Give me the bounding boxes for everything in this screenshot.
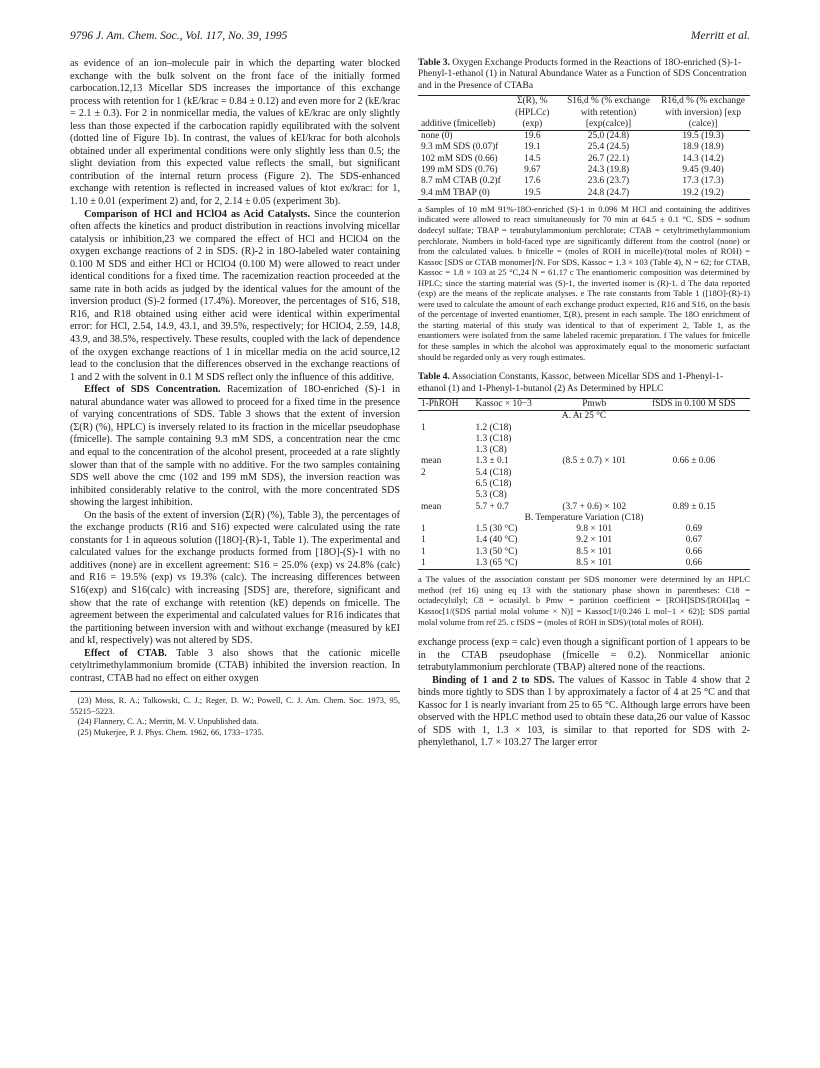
table-header: R16,d % (% exchange with inversion) [exp (calce)] [656,96,750,131]
table-cell [638,434,750,445]
body-text: Table 3 also shows that the cationic micelle cetyltrimethylammonium bromide (CTAB) inhibited the inversion reaction. In contrast, CTAB had no effect on either oxygen [70,647,400,684]
table-row [418,479,750,490]
table-cell: 9.2 × 101 [576,535,613,546]
table-cell: 25.0 (24.8) [587,131,630,142]
table-cell [551,468,638,479]
body-text: The values of Kassoc in Table 4 show that 2 binds more tightly to SDS than 1 by approximately a factor of 4 at 25 °C and that Kassoc for 1 is nearly invariant from 25 to 65 °C. Although large errors have been observed with the HPLC method used to obtain these data,26 our value of Kassoc of SDS with 1, 1.3 × 103, is similar to that reported for SDS with 2-phenylethanol, 1.7 × 103.27 The larger error [418,674,750,749]
table-cell: 25.4 (24.5) [587,142,630,153]
table-cell: 0.66 [685,546,703,557]
table-cell: 5.4 (C18) [475,467,512,478]
table-cell [638,479,750,490]
table-row [418,434,750,445]
right-body [418,637,750,750]
table-cell [551,479,638,490]
table-cell: 1 [418,558,472,570]
table-cell: 0.66 [638,558,750,570]
left-column [70,58,400,1048]
body-paragraph: exchange process (exp = calc) even though a significant portion of 1 appears to be in the CTAB pseudophase (fmicelle = 0.2). Nonmicellar anionic tetrabutylammonium perchlorate (TBAP) altered none of the reactions. [418,637,750,674]
table-cell: 19.5 (19.3) [682,131,724,142]
table-cell [418,445,472,456]
table-cell: none (0) [421,131,453,142]
table-row [418,165,750,176]
table-cell: (3.7 + 0.6) × 102 [562,501,627,512]
table-caption [418,372,750,395]
table-header: Σ(R), % (HPLCc) (exp) [504,96,561,131]
table-cell: 19.1 [524,142,541,153]
table-cell [418,479,472,490]
table-cell: (8.5 ± 0.7) × 101 [562,456,626,467]
table-cell: 1.4 (40 °C) [475,535,518,546]
table-header: fSDS in 0.100 M SDS [638,398,750,410]
table-cell: 8.7 mM CTAB (0.2)f [421,176,501,187]
table-cell: 24.8 (24.7) [561,188,656,200]
table-cell: 1 [421,422,426,433]
table-section-row [418,411,750,423]
table-footnote: a The values of the association constant per SDS monomer were determined by an HPLC method (ref 16) using eq 13 with the stationary phase shown in parentheses: C18 = octadecylsilyl; C8 = octasilyl. b Pmw = partition coefficient = [ROH]SDS/[ROH]aq = Kassoc[1/(SDS partial molal volume × N)] = Kassoc[1/(0.246 L mol−1 × 62)]; SDS partial molal volume from ref 25. c fSDS = (moles of ROH in SDS)/(total moles of ROH). [418,574,750,627]
table-section-label: B. Temperature Variation (C18) [524,512,644,523]
table-cell: 8.5 × 101 [551,558,638,570]
section-heading-acid-catalysts: Comparison of HCl and HClO4 as Acid Catalysts. [84,208,310,220]
table-cell: 14.5 [524,153,541,164]
table-cell [551,445,638,456]
table-row [418,468,750,479]
reference-item: (25) Mukerjee, P. J. Phys. Chem. 1962, 66, 1733−1735. [77,727,264,737]
table-cell: 8.5 × 101 [576,546,613,557]
table-row [418,423,750,434]
table-cell [638,490,750,501]
body-text: Since the counterion often affects the kinetics and product distribution in reactions involving micellar catalysis or inhibition,23 we compared the effect of HCl and HClO4 on the oxygen exchange reactions of 2 in SDS. (R)-2 in 18O-labeled water containing 0.100 M SDS and either HCl or HClO4 (0.100 M) were allowed to react under identical conditions for a fixed time. The racemization reaction proceeded at the same rate in both acids as judged by the identical values for the amount of the inversion product (S)-2 formed (17.4%). Moreover, the percentages of S16, S18, R16, and R18 obtained using either acid were identical within experimental error: for HCl, 2.54, 14.9, 43.1, and 39.5%, respectively; for HClO4, 2.59, 14.8, 43.9, and 38.5%, respectively. These results, coupled with the lack of dependence of the oxygen exchange reactions of 1 in micellar media on the acid source,12 lead to the conclusion that the differences observed in the exchange reactions of 1 and 2 with the solvent in 0.1 M SDS reflect only the influence of this additive. [70,208,400,383]
section-heading-binding: Binding of 1 and 2 to SDS. [432,674,555,686]
running-head [70,30,750,46]
table-cell: 9.4 mM TBAP (0) [418,188,504,200]
table-cell: 9.3 mM SDS (0.07)f [421,142,499,153]
table-caption [418,58,750,92]
table-cell: 17.6 [524,176,541,187]
table-cell [638,445,750,456]
table-cell: 0.67 [685,535,703,546]
table-header: S16,d % (% exchange with retention) [exp(calce)] [561,96,656,131]
table-caption-text: Oxygen Exchange Products formed in the Reactions of 18O-enriched (S)-1-Phenyl-1-ethanol (1) in Natural Abundance Water as a Function of SDS Concentration and in the Presence of CTABa [418,58,747,91]
table-cell: 9.8 × 101 [576,524,613,535]
table-cell: 1.5 (30 °C) [475,524,518,535]
table-cell: 23.6 (23.7) [587,176,630,187]
table-cell: 1 [421,546,426,557]
table-row [418,142,750,153]
table-cell: 6.5 (C18) [475,478,512,489]
section-heading-ctab: Effect of CTAB. [84,647,167,659]
table-cell: mean [421,501,442,512]
table-cell: 14.3 (14.2) [682,153,724,164]
table-row [418,524,750,535]
table-3 [418,58,750,362]
body-paragraph [70,648,400,686]
table-cell [551,423,638,434]
table-row [418,535,750,546]
table-row [418,188,750,200]
table-row [418,502,750,513]
right-column [418,58,750,1053]
table-cell [418,434,472,445]
table-row [418,558,750,570]
table-cell: 1.2 (C18) [475,422,512,433]
table-4-grid [418,398,750,570]
table-cell [551,434,638,445]
table-header: Pmwb [551,398,638,410]
body-paragraph [70,209,400,385]
table-caption-text: Association Constants, Kassoc, between Micellar SDS and 1-Phenyl-1-ethanol (1) and 1-Phenyl-1-butanol (2) As Determined by HPLC [418,372,724,394]
table-cell: 1.3 (C18) [475,433,512,444]
body-text: Racemization of 18O-enriched (S)-1 in natural abundance water was allowed to proceed for a fixed time in the presence of varying concentrations of SDS. Table 3 shows that the extent of inversion (Σ(R) (%), HPLC) is inversely related to its fraction in the micellar pseudophase (fmicelle). The sample containing 9.3 mM SDS, a concentration near the cmc and equal to the concentration of the alcohol present, proceeded at a rate slightly slower than that of the sample with no additive. For the two samples containing SDS well above the cmc (102 and 199 mM SDS), the inversion reaction was inhibited considerably relative to the control, with the more concentrated SDS showing the largest inhibition. [70,384,400,509]
table-cell: 1 [421,524,426,535]
table-cell: 5.7 + 0.7 [475,501,509,512]
running-head-journal: 9796 J. Am. Chem. Soc., Vol. 117, No. 39, 1995 [70,30,288,42]
table-section-row [418,513,750,524]
table-cell: 1.3 (50 °C) [475,546,518,557]
table-cell [638,423,750,434]
references [70,691,400,738]
table-header: 1-PhROH [418,398,472,410]
table-cell: mean [421,456,442,467]
table-cell: 199 mM SDS (0.76) [421,165,498,175]
table-row [418,131,750,143]
table-cell [551,490,638,501]
table-cell: 24.3 (19.8) [587,165,630,175]
reference-item: (23) Moss, R. A.; Talkowski, C. J.; Reger, D. W.; Powell, C. J. Am. Chem. Soc. 1973, 95, 55215−5223. [70,696,400,716]
table-cell: 19.2 (19.2) [656,188,750,200]
table-label: Table 3. [418,58,450,68]
table-row [418,445,750,456]
table-cell [418,490,472,501]
table-cell: 102 mM SDS (0.66) [421,153,498,164]
table-header: Kassoc × 10−3 [472,398,550,410]
table-cell: 1.3 ± 0.1 [475,456,509,467]
table-row [418,176,750,187]
table-row [418,456,750,467]
table-cell: 18.9 (18.9) [682,142,724,153]
table-cell: 1.3 (65 °C) [472,558,550,570]
spacer [418,362,750,372]
table-cell: 19.5 [504,188,561,200]
table-row [418,154,750,165]
table-header: additive (fmicelleb) [418,96,504,131]
table-cell: 5.3 (C8) [475,490,507,501]
table-cell: 26.7 (22.1) [587,153,630,164]
reference-item: (24) Flannery, C. A.; Merritt, M. V. Unpublished data. [77,717,259,727]
table-cell: 1 [421,535,426,546]
table-cell: 9.45 (9.40) [682,165,724,175]
table-cell: 0.89 ± 0.15 [672,501,716,512]
table-4 [418,372,750,627]
body-paragraph [418,675,750,750]
body-paragraph: On the basis of the extent of inversion (Σ(R) (%), Table 3), the percentages of the exchange products (R16 and S16) expected were calculated using the rate constants for 1 in aqueous solution ([18O]-(R)-1, Table 1). The experimental and calculated values for the exchange products formed from [18O]-(S)-1 with no additives (none) are in excellent agreement: S16 = 25.0% (exp) vs 24.8% (calc) and R16 = 19.5% (exp) vs 19.3% (calc). The increasing differences between S16(exp) and S16(calc) with increasing [SDS] are, therefore, significant and show that the rate of exchange with retention (kE) depends on fmicelle. The agreement between the experimental and calculated values for R16 indicates that the partitioning between inversion with and without exchange (measured by kEI and kI, respectively) was not altered by SDS. [70,509,400,647]
section-heading-sds-concentration: Effect of SDS Concentration. [84,384,221,396]
table-label: Table 4. [418,372,450,383]
table-3-grid [418,95,750,200]
table-cell: 2 [421,467,426,478]
body-paragraph [70,384,400,509]
running-head-authors: Merritt et al. [690,30,750,42]
table-cell [638,468,750,479]
table-footnote: a Samples of 10 mM 91%-18O-enriched (S)-1 in 0.096 M HCl and containing the additives indicated were allowed to react simultaneously for 70 min at 64.5 ± 0.1 °C. SDS = sodium dodecyl sulfate; TBAP = tetrabutylammonium perchlorate; CTAB = cetyltrimethylammonium perchlorate. Numbers in bold-faced type are significantly different from the control (none) or from the calculated values. b fmicelle = (moles of ROH in micelle)/(total moles of ROH) = Kassoc [SDS or CTAB monomer]/N. For SDS, Kassoc = 1.3 × 103 (Table 4), N = 62; for CTAB, Kassoc = 1.8 × 103 at 25 °C,24 N = 61.17 c The enantiomeric composition was determined by HPLC; since the starting material was (S)-1, the inverted isomer is (R)-1. d The data reported (exp) are the means of the replicate analyses. e The rate constants from Table 1 ([18O]-(R)-1) were used to calculate the amount of each exchange product expected, R16 and S16, on the basis of the percentage of inverted enantiomer, Σ(R), present in each sample. The 18O enrichment of the starting material of this study was identical to that of experiment 2, Table 1, as the enantiomers were isolated from the same labeled racemic preparation. f The values for fmicelle for these samples in which the alcohol was approximately equal to the monomeric surfactant should be regarded only as very rough estimates. [418,203,750,362]
table-cell: 9.67 [524,165,541,175]
table-cell: 19.6 [524,131,541,142]
table-cell: 1.3 (C8) [475,445,507,456]
table-row [418,547,750,558]
table-cell: 0.69 [685,524,703,535]
table-cell: 0.66 ± 0.06 [672,456,716,467]
table-section-label: A. At 25 °C [561,411,607,422]
table-cell: 17.3 (17.3) [682,176,724,187]
body-paragraph: as evidence of an ion–molecule pair in which the departing water blocked exchange with the bulk solvent on the front face of the initially formed carbocation.12,13 Micellar SDS increases the importance of this exchange process with retention for 1 (kE/krac = 0.84 ± 0.12) and even more for 2 (kE/krac = 2.1 ± 0.3). For 2 in nonmicellar media, the values of kE/krac are only slightly less than those expected if the carbocation rapidly equilibrated with the solvent (dotted line of Figure 1b). In contrast, the values of kEI/krac for both alcohols obtained under all experimental conditions were only slightly less than 0.5; the slight deviation from this expected value reflects the small, but significant contribution of the internal return process (Figure 2). The SDS-enhanced exchange with retention is reflected in increased values of ktot ex/krac: for 1, 1.10 ± 0.01 (experiment 2) and, for 2, 2.14 ± 0.05 (experiment 3b). [70,58,400,208]
table-row [418,490,750,501]
